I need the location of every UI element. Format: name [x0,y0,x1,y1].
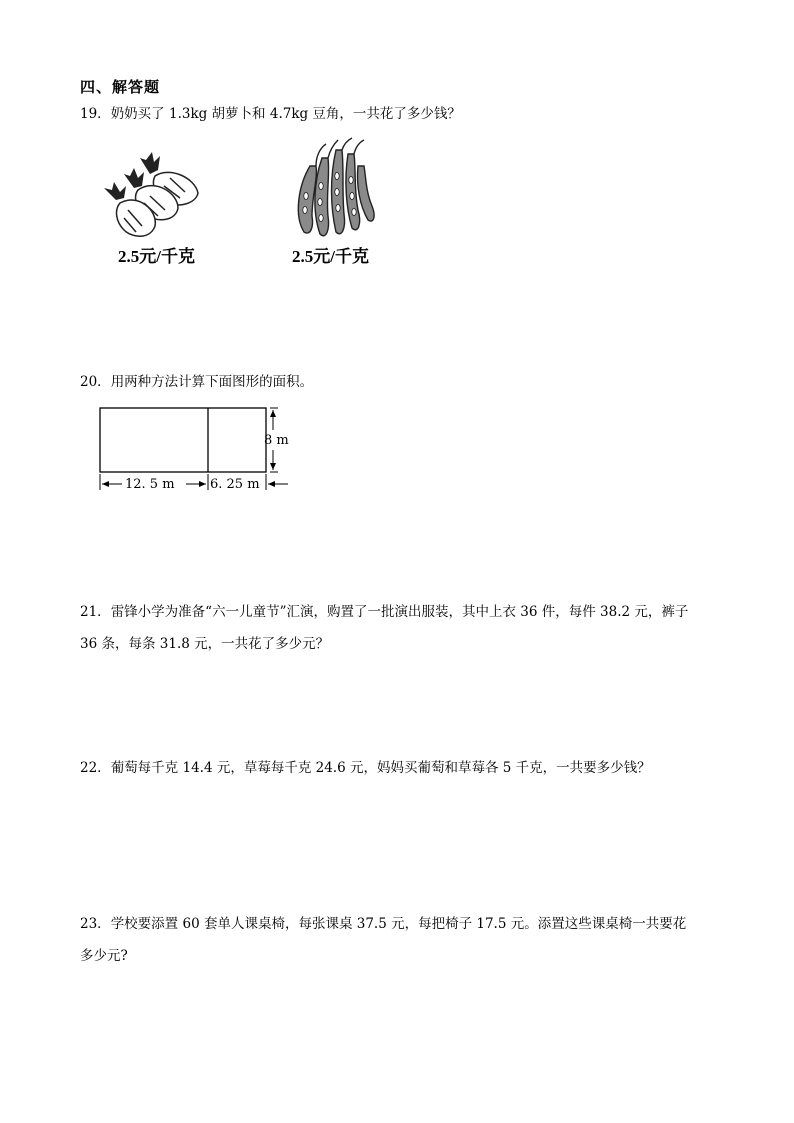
bean-price-label: 2.5元/千克 [292,247,369,266]
question-19 [80,98,461,130]
question-number: 23． [80,916,111,932]
right-width-label: 6. 25 m [210,477,260,492]
question-number: 22． [80,760,111,776]
section-title: 四、解答题 [80,78,161,96]
rectangle-figure [92,400,292,500]
question-21 [80,596,720,660]
green-bean-illustration [290,136,380,246]
left-width-label: 12. 5 m [125,477,175,492]
outer-rectangle [100,408,266,472]
question-text: 奶奶买了 1.3kg 胡萝卜和 4.7kg 豆角，一共花了多少钱？ [110,106,461,122]
carrot-price-label: 2.5元/千克 [118,247,195,266]
carrot-illustration [100,148,210,248]
question-text-line1: 学校要添置 60 套单人课桌椅，每张课桌 37.5 元，每把椅子 17.5 元。添置这些课桌椅一共要花 [110,916,687,932]
question-text: 用两种方法计算下面图形的面积。 [110,374,314,390]
question-text-line2: 多少元? [80,948,128,964]
question-number: 19． [80,106,111,122]
question-text-line1: 雷锋小学为准备“六一儿童节”汇演，购置了一批演出服装，其中上衣 36 件，每件 38.2 元，裤子 [110,604,689,620]
question-20 [80,366,313,398]
question-23 [80,908,720,972]
question-text-line2: 36 条，每条 31.8 元，一共花了多少元？ [80,636,330,652]
question-text: 葡萄每千克 14.4 元，草莓每千克 24.6 元，妈妈买葡萄和草莓各 5 千克，一共要多少钱？ [110,760,651,776]
question-number: 21． [80,604,111,620]
height-label: 8 m [264,433,289,448]
question-22 [80,752,651,784]
question-number: 20． [80,374,111,390]
